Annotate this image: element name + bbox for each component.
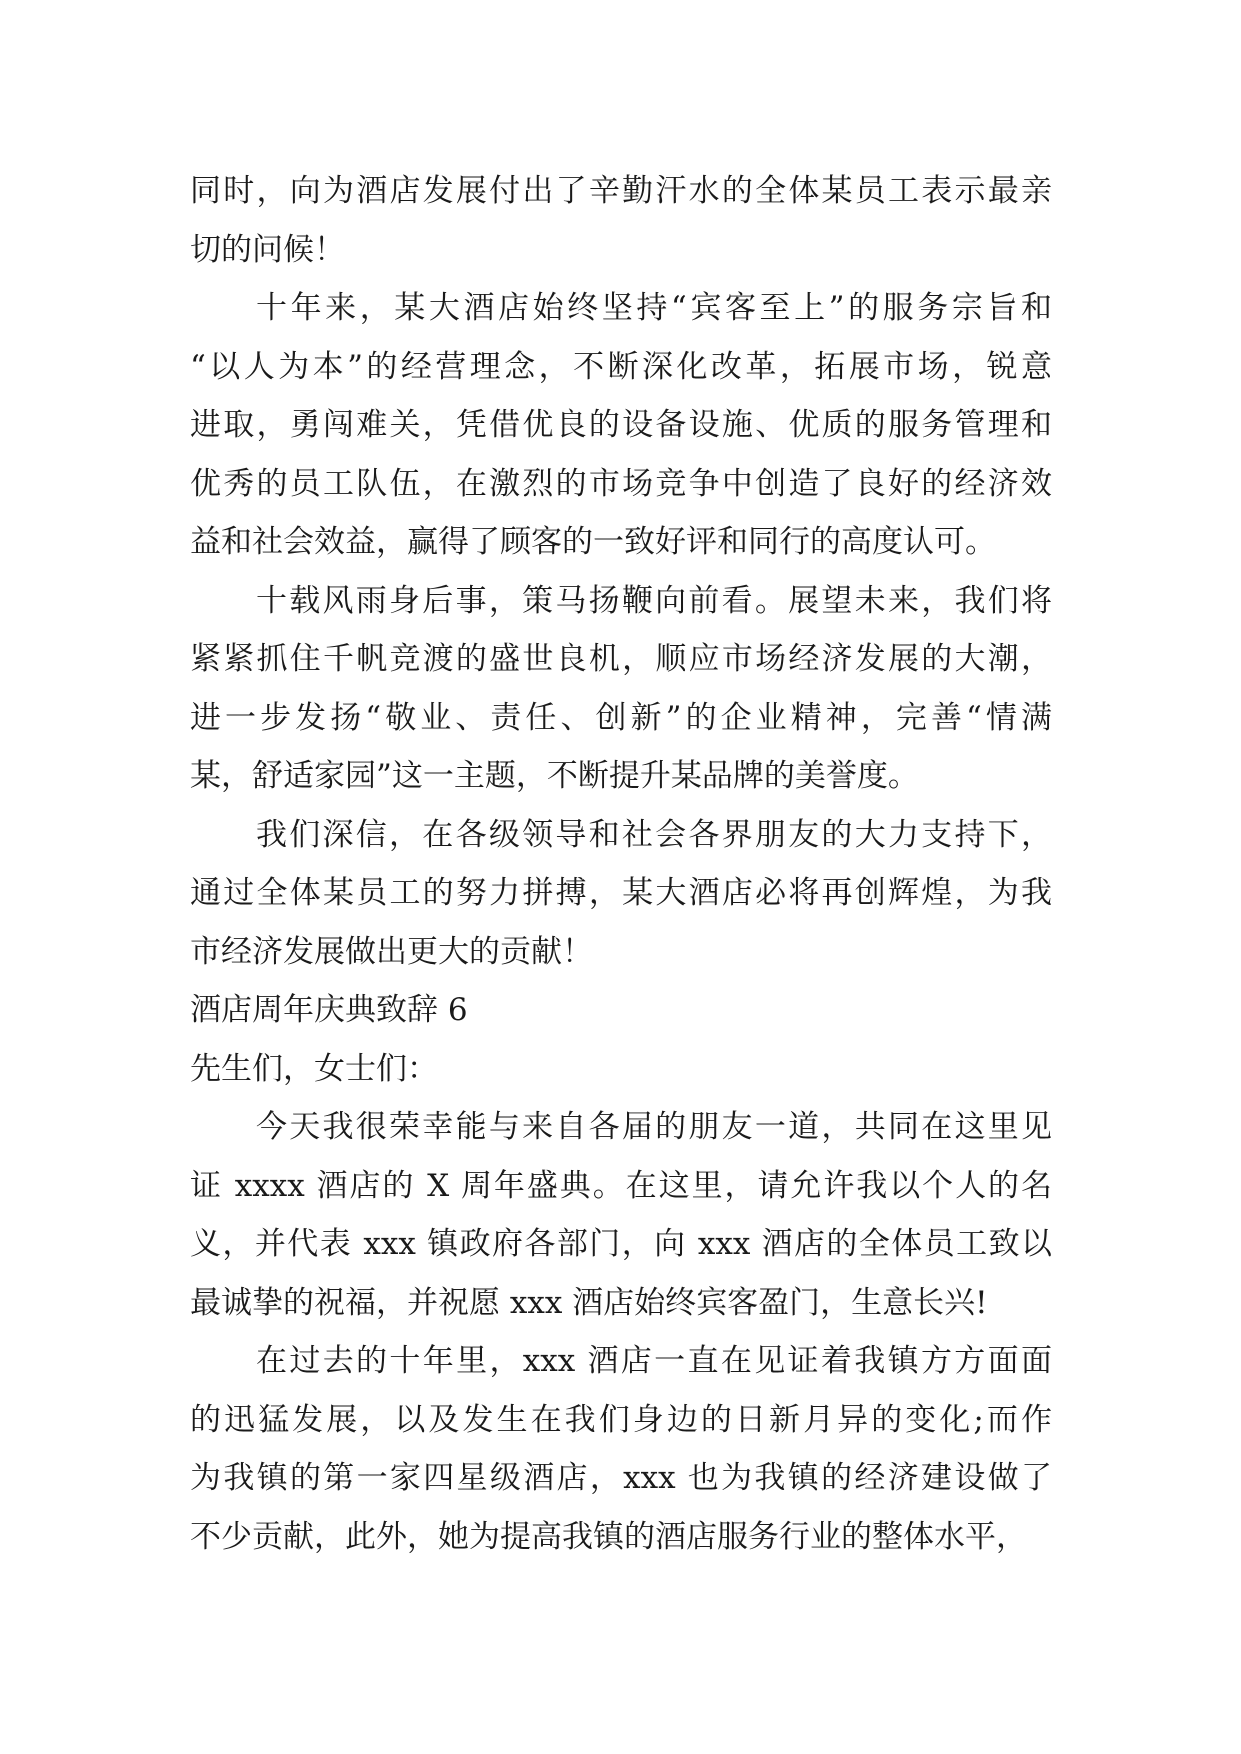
- text-line: 十年来，某大酒店始终坚持“宾客至上”的服务宗旨和: [256, 290, 1052, 326]
- text-line: 酒店周年庆典致辞 6: [190, 992, 468, 1028]
- text-line: 某，舒适家园”这一主题，不断提升某品牌的美誉度。: [190, 758, 919, 794]
- text-line: 我们深信，在各级领导和社会各界朋友的大力支持下，: [256, 816, 1052, 853]
- text-line: 同时，向为酒店发展付出了辛勤汗水的全体某员工表示最亲: [190, 173, 1052, 209]
- text-line: “以人为本”的经营理念，不断深化改革，拓展市场，锐意: [190, 348, 1052, 385]
- text-line: 进取，勇闯难关，凭借优良的设备设施、优质的服务管理和: [190, 407, 1052, 443]
- paragraph: [190, 279, 1052, 572]
- text-line: 十载风雨身后事，策马扬鞭向前看。展望未来，我们将: [256, 582, 1052, 619]
- text-line: 切的问候！: [190, 231, 345, 268]
- paragraph: [190, 981, 1052, 1040]
- paragraph: [190, 572, 1052, 806]
- paragraph: [190, 806, 1052, 982]
- text-line: 紧紧抓住千帆竞渡的盛世良机，顺应市场经济发展的大潮，: [190, 641, 1052, 677]
- text-line: 益和社会效益，赢得了顾客的一致好评和同行的高度认可。: [190, 524, 996, 560]
- paragraph: [190, 162, 1052, 279]
- text-line: 优秀的员工队伍，在激烈的市场竞争中创造了良好的经济效: [190, 465, 1052, 502]
- text-line: 证 xxxx 酒店的 X 周年盛典。在这里，请允许我以个人的名: [190, 1167, 1052, 1204]
- text-line: 市经济发展做出更大的贡献！: [190, 933, 593, 970]
- text-line: 通过全体某员工的努力拼搏，某大酒店必将再创辉煌，为我: [190, 875, 1052, 911]
- text-line: 在过去的十年里，xxx 酒店一直在见证着我镇方方面面: [256, 1343, 1052, 1379]
- text-line: 为我镇的第一家四星级酒店，xxx 也为我镇的经济建设做了: [190, 1460, 1052, 1496]
- text-line: 不少贡献，此外，她为提高我镇的酒店服务行业的整体水平，: [190, 1518, 1027, 1555]
- text-line: 先生们，女士们：: [190, 1050, 438, 1087]
- paragraph: [190, 1040, 1052, 1099]
- text-line: 义，并代表 xxx 镇政府各部门，向 xxx 酒店的全体员工致以: [190, 1226, 1052, 1262]
- paragraph: [190, 1098, 1052, 1332]
- text-line: 今天我很荣幸能与来自各届的朋友一道，共同在这里见: [256, 1109, 1052, 1145]
- document-page: [190, 162, 1052, 1566]
- paragraph: [190, 1332, 1052, 1566]
- text-line: 最诚挚的祝福，并祝愿 xxx 酒店始终宾客盈门，生意长兴!: [190, 1284, 988, 1321]
- text-line: 进一步发扬“敬业、责任、创新”的企业精神，完善“情满: [190, 699, 1052, 736]
- text-line: 的迅猛发展，以及发生在我们身边的日新月异的变化;而作: [190, 1401, 1052, 1438]
